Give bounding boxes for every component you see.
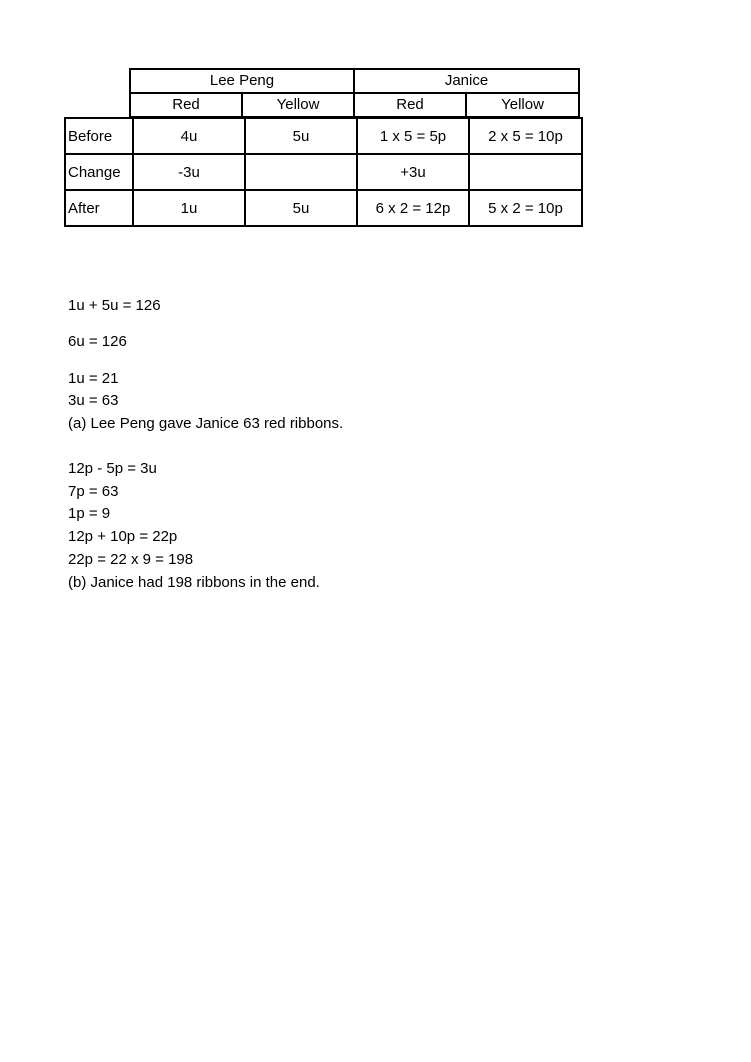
table-body xyxy=(64,117,583,227)
row-label-after: After xyxy=(65,190,133,226)
group-header-lee-peng: Lee Peng xyxy=(130,69,354,93)
cell-before-lee-yellow: 5u xyxy=(245,118,357,154)
table-header xyxy=(129,68,580,118)
cell-before-lee-red: 4u xyxy=(133,118,245,154)
cell-change-janice-yellow xyxy=(469,154,582,190)
sub-header-row xyxy=(130,93,579,117)
working-line-6: 7p = 63 xyxy=(68,483,119,500)
cell-change-janice-red: +3u xyxy=(357,154,469,190)
table-row xyxy=(65,190,582,226)
sub-header-janice-red: Red xyxy=(354,93,466,117)
sub-header-janice-yellow: Yellow xyxy=(466,93,579,117)
row-label-before: Before xyxy=(65,118,133,154)
cell-after-janice-yellow: 5 x 2 = 10p xyxy=(469,190,582,226)
sub-header-lee-yellow: Yellow xyxy=(242,93,354,117)
working-line-4: 3u = 63 xyxy=(68,392,119,409)
cell-change-lee-yellow xyxy=(245,154,357,190)
cell-after-lee-yellow: 5u xyxy=(245,190,357,226)
cell-before-janice-red: 1 x 5 = 5p xyxy=(357,118,469,154)
group-header-janice: Janice xyxy=(354,69,579,93)
working-line-8: 12p + 10p = 22p xyxy=(68,528,178,545)
cell-change-lee-red: -3u xyxy=(133,154,245,190)
group-header-row xyxy=(130,69,579,93)
cell-before-janice-yellow: 2 x 5 = 10p xyxy=(469,118,582,154)
working-line-2: 6u = 126 xyxy=(68,333,127,350)
answer-a: (a) Lee Peng gave Janice 63 red ribbons. xyxy=(68,415,344,432)
working-line-5: 12p - 5p = 3u xyxy=(68,460,157,477)
sub-header-lee-red: Red xyxy=(130,93,242,117)
row-label-change: Change xyxy=(65,154,133,190)
answer-b: (b) Janice had 198 ribbons in the end. xyxy=(68,574,320,591)
working-line-9: 22p = 22 x 9 = 198 xyxy=(68,551,194,568)
cell-after-janice-red: 6 x 2 = 12p xyxy=(357,190,469,226)
cell-after-lee-red: 1u xyxy=(133,190,245,226)
table-row xyxy=(65,118,582,154)
working-line-1: 1u + 5u = 126 xyxy=(68,297,161,314)
table-row xyxy=(65,154,582,190)
working-line-3: 1u = 21 xyxy=(68,370,119,387)
working-line-7: 1p = 9 xyxy=(68,505,111,522)
